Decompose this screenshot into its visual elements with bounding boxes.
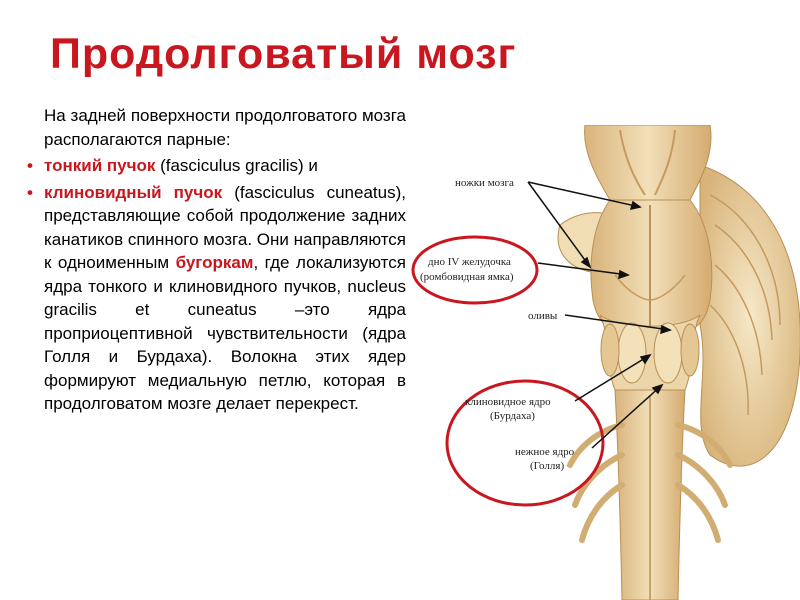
label-gracile-line2: (Голля) xyxy=(530,460,565,472)
gracilis-text: (fasciculus gracilis) и xyxy=(155,156,318,175)
body-text xyxy=(44,104,406,416)
page-title: Продолговатый мозг xyxy=(50,30,517,78)
cerebellum xyxy=(700,165,800,466)
term-cuneatus: клиновидный пучок xyxy=(44,182,223,202)
term-gracilis: тонкий пучок xyxy=(44,156,156,175)
label-fossa-line1: дно IV желудочка xyxy=(428,256,511,268)
brainstem-illustration xyxy=(410,125,800,600)
midbrain xyxy=(585,125,711,200)
label-olives: оливы xyxy=(528,310,558,322)
bullet-gracilis xyxy=(44,154,406,178)
label-peduncles: ножки мозга xyxy=(455,177,514,189)
label-cuneate-line1: клиновидное ядро xyxy=(465,396,551,408)
label-gracile-line1: нежное ядро xyxy=(515,446,575,458)
intro-paragraph: На задней поверхности продолговатого мозга располагаются парные: xyxy=(44,106,406,149)
cuneatus-text: (fasciculus cuneatus), представляющие собой продолжение задних канатиков спинного мозга. Они направляются к одноименным xyxy=(44,182,406,272)
term-tubercles: бугоркам xyxy=(175,253,254,272)
label-cuneate-line2: (Бурдаха) xyxy=(490,410,535,422)
bullet-cuneatus xyxy=(44,181,406,416)
fossa-highlight xyxy=(413,237,537,303)
cuneatus-text-continued: , где локализуются ядра тонкого и клиновидного пучков, nucleus gracilis et cuneatus –это ядра проприоцептивной чувствительности (ядра Голля и Бурдаха). Волокна этих ядер формируют медиальную петлю, которая в продолговатом мозге делает перекрест. xyxy=(44,253,406,413)
label-fossa-line2: (ромбовидная ямка) xyxy=(420,271,514,283)
medulla xyxy=(600,315,700,390)
